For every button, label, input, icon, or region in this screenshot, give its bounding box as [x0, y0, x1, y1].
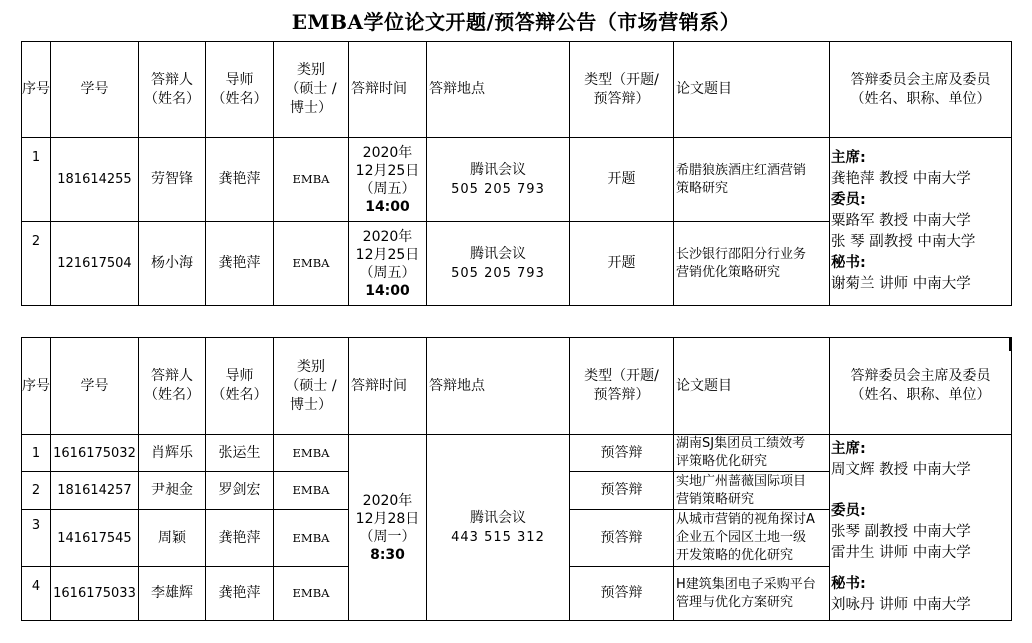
header-committee-line1: 答辩委员会主席及委员	[850, 368, 991, 384]
time-weekday: （周五）	[359, 264, 416, 281]
header-defender-line1: 答辩人	[151, 368, 193, 384]
header-defender-line2: （姓名）	[144, 387, 200, 403]
time-date: 12月25日	[355, 246, 420, 263]
thesis-line1: H建筑集团电子采购平台	[676, 576, 816, 592]
header-thesis: 论文题目	[674, 338, 830, 435]
row-advisor: 张运生	[206, 435, 274, 472]
thesis-line1: 希腊狼族酒庄红酒营销	[676, 162, 807, 178]
header-advisor-line1: 导师	[225, 368, 254, 384]
thesis-line1: 长沙银行邵阳分行业务	[676, 246, 807, 262]
table-row	[22, 138, 1012, 222]
time-year: 2020年	[362, 144, 413, 161]
row-seq: 2	[22, 472, 51, 510]
venue-meeting-id: 505 205 793	[451, 265, 545, 281]
header-type-line2: 预答辩）	[593, 387, 650, 403]
row-time	[349, 138, 427, 222]
header-time: 答辩时间	[349, 338, 427, 435]
header-advisor-line2: （姓名）	[211, 90, 268, 107]
row-defender: 劳智锋	[139, 138, 206, 222]
row-student-id: 181614255	[51, 138, 139, 222]
header-category-line2: （硕士 /	[285, 377, 337, 394]
row-defender: 肖辉乐	[139, 435, 206, 472]
header-type-line2: 预答辩）	[593, 90, 650, 107]
row-student-id: 1616175032	[51, 435, 139, 472]
row-defender: 周颖	[139, 510, 206, 567]
header-committee	[830, 338, 1012, 435]
row-thesis	[674, 435, 830, 472]
header-student-id: 学号	[51, 338, 139, 435]
row-defender: 李雄辉	[139, 567, 206, 621]
committee-secretary-label: 秘书:	[831, 255, 866, 271]
row-type: 预答辩	[570, 567, 674, 621]
row-student-id: 181614257	[51, 472, 139, 510]
header-row	[22, 42, 1012, 138]
row-category: EMBA	[274, 472, 349, 510]
thesis-line1: 实地广州蔷薇国际项目	[676, 473, 807, 489]
announcement-table-2	[21, 337, 1012, 621]
header-student-id: 学号	[51, 42, 139, 138]
committee-member: 张琴 副教授 中南大学	[831, 524, 971, 540]
thesis-line3: 开发策略的优化研究	[676, 548, 794, 563]
page-title: EMBA学位论文开题/预答辩公告（市场营销系）	[291, 10, 741, 34]
committee-member: 张 琴 副教授 中南大学	[831, 234, 976, 250]
row-advisor: 龚艳萍	[206, 138, 274, 222]
row-type: 开题	[570, 222, 674, 306]
header-committee	[830, 42, 1012, 138]
header-venue: 答辩地点	[427, 338, 570, 435]
thesis-line1: 从城市营销的视角探讨A	[676, 512, 815, 527]
table-row	[22, 435, 1012, 472]
committee-cell	[830, 138, 1012, 306]
time-year: 2020年	[362, 492, 413, 509]
header-thesis: 论文题目	[674, 42, 830, 138]
header-seq: 序号	[22, 42, 51, 138]
header-advisor	[206, 42, 274, 138]
row-advisor: 罗剑宏	[206, 472, 274, 510]
row-category: EMBA	[274, 435, 349, 472]
committee-member: 粟路军 教授 中南大学	[831, 213, 971, 229]
committee-cell	[830, 435, 1012, 621]
row-student-id: 1616175033	[51, 567, 139, 621]
time-year: 2020年	[362, 228, 413, 245]
shared-time	[349, 435, 427, 621]
row-advisor: 龚艳萍	[206, 222, 274, 306]
header-advisor-line2: （姓名）	[211, 387, 268, 403]
row-thesis	[674, 567, 830, 621]
header-type-line1: 类型（开题/	[584, 71, 659, 88]
row-category: EMBA	[274, 138, 349, 222]
row-venue	[427, 138, 570, 222]
header-defender-line1: 答辩人	[151, 71, 193, 88]
committee-spacer	[831, 564, 1011, 574]
header-advisor	[206, 338, 274, 435]
row-thesis	[674, 222, 830, 306]
header-category	[274, 338, 349, 435]
venue-meeting-id: 443 515 312	[451, 529, 545, 545]
header-advisor-line1: 导师	[225, 71, 254, 88]
committee-secretary-label: 秘书:	[831, 576, 866, 592]
thesis-line2: 管理与优化方案研究	[676, 594, 794, 610]
header-venue: 答辩地点	[427, 42, 570, 138]
announcement-table-1	[21, 41, 1012, 306]
committee-spacer	[831, 481, 1011, 501]
header-type	[570, 338, 674, 435]
thesis-line2: 企业五个园区土地一级	[676, 530, 807, 545]
time-hour: 8:30	[370, 546, 405, 563]
header-defender	[139, 338, 206, 435]
time-date: 12月28日	[355, 510, 420, 527]
header-time: 答辩时间	[349, 42, 427, 138]
thesis-line2: 营销优化策略研究	[676, 264, 781, 280]
row-student-id: 141617545	[51, 510, 139, 567]
row-type: 预答辩	[570, 472, 674, 510]
row-thesis	[674, 138, 830, 222]
header-defender	[139, 42, 206, 138]
header-category-line1: 类别	[297, 358, 325, 375]
venue-name: 腾讯会议	[470, 509, 526, 526]
header-committee-line1: 答辩委员会主席及委员	[850, 71, 991, 88]
header-type-line1: 类型（开题/	[584, 368, 659, 384]
committee-members-label: 委员:	[831, 192, 866, 208]
row-type: 预答辩	[570, 510, 674, 567]
header-committee-line2: （姓名、职称、单位）	[850, 90, 991, 107]
shared-venue	[427, 435, 570, 621]
committee-chair: 周文辉 教授 中南大学	[831, 462, 971, 478]
time-hour: 14:00	[365, 198, 410, 215]
row-thesis	[674, 510, 830, 567]
header-category	[274, 42, 349, 138]
header-seq: 序号	[22, 338, 51, 435]
committee-secretary: 刘咏丹 讲师 中南大学	[831, 597, 971, 613]
header-defender-line2: （姓名）	[144, 90, 200, 107]
row-student-id: 121617504	[51, 222, 139, 306]
venue-meeting-id: 505 205 793	[451, 181, 545, 197]
header-committee-line2: （姓名、职称、单位）	[850, 387, 991, 403]
header-category-line1: 类别	[297, 62, 325, 78]
row-seq: 1	[22, 435, 51, 472]
row-advisor: 龚艳萍	[206, 567, 274, 621]
committee-chair: 龚艳萍 教授 中南大学	[831, 171, 971, 187]
row-seq: 2	[22, 222, 51, 306]
thesis-line2: 评策略优化研究	[676, 454, 768, 469]
row-venue	[427, 222, 570, 306]
row-category: EMBA	[274, 222, 349, 306]
header-type	[570, 42, 674, 138]
row-type: 开题	[570, 138, 674, 222]
thesis-line2: 营销策略研究	[676, 491, 755, 507]
header-category-line3: 博士）	[290, 100, 332, 116]
row-advisor: 龚艳萍	[206, 510, 274, 567]
time-weekday: （周一）	[359, 528, 416, 545]
committee-member: 雷井生 讲师 中南大学	[831, 545, 971, 561]
row-category: EMBA	[274, 567, 349, 621]
time-date: 12月25日	[355, 162, 420, 179]
row-thesis	[674, 472, 830, 510]
row-seq: 3	[22, 510, 51, 567]
thesis-line1: 湖南SJ集团员工绩效考	[676, 436, 806, 451]
committee-chair-label: 主席:	[831, 150, 866, 166]
header-category-line3: 博士）	[290, 396, 332, 413]
row-defender: 杨小海	[139, 222, 206, 306]
row-type: 预答辩	[570, 435, 674, 472]
committee-secretary: 谢菊兰 讲师 中南大学	[831, 276, 971, 292]
header-category-line2: （硕士 /	[285, 81, 337, 97]
row-seq: 1	[22, 138, 51, 222]
row-defender: 尹昶金	[139, 472, 206, 510]
committee-members-label: 委员:	[831, 503, 866, 519]
venue-name: 腾讯会议	[470, 245, 526, 262]
header-row	[22, 338, 1012, 435]
row-seq: 4	[22, 567, 51, 621]
row-category: EMBA	[274, 510, 349, 567]
row-time	[349, 222, 427, 306]
thesis-line2: 策略研究	[676, 180, 729, 196]
time-weekday: （周五）	[359, 180, 416, 197]
venue-name: 腾讯会议	[470, 161, 526, 178]
committee-chair-label: 主席:	[831, 441, 866, 457]
time-hour: 14:00	[365, 282, 410, 299]
